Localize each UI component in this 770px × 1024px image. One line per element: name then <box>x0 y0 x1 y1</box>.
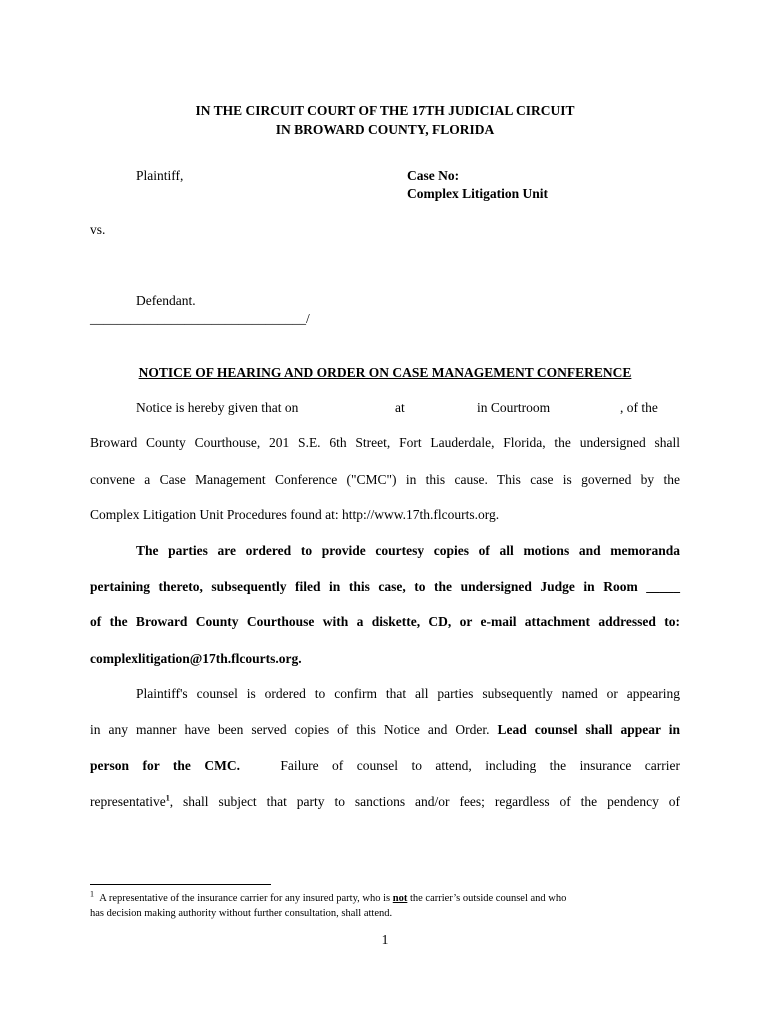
notice-of-the-text: , of the <box>620 400 658 415</box>
notice-paragraph1-line3: convene a Case Management Conference ("CMC") in this cause. This case is governed by the <box>90 472 680 487</box>
notice-at-text: at <box>395 400 405 415</box>
counsel-paragraph-line4 <box>90 794 680 810</box>
notice-title: NOTICE OF HEARING AND ORDER ON CASE MANAGEMENT CONFERENCE <box>138 365 632 380</box>
footnote-line1 <box>90 889 567 904</box>
courtesy-copies-email: complexlitigation@17th.flcourts.org. <box>90 651 302 666</box>
defendant-label: Defendant. <box>136 293 196 308</box>
caption-signature-line: ________________________________/ <box>90 311 310 326</box>
footnote-line2: has decision making authority without further consultation, shall attend. <box>90 908 393 919</box>
notice-paragraph1-line4: Complex Litigation Unit Procedures found at: http://www.17th.flcourts.org. <box>90 507 500 522</box>
footnote-reference: 1 <box>165 793 170 803</box>
notice-paragraph1-line2: Broward County Courthouse, 201 S.E. 6th Street, Fort Lauderdale, Florida, the undersigned shall <box>90 435 680 450</box>
court-heading-line1: IN THE CIRCUIT COURT OF THE 17TH JUDICIAL CIRCUIT <box>195 103 575 118</box>
sanctions-text: , shall subject that party to sanctions and/or fees; regardless of the pendency of <box>169 794 680 809</box>
litigation-unit-label: Complex Litigation Unit <box>407 186 549 201</box>
footnote-marker: 1 <box>90 889 94 899</box>
courtesy-copies-line3: of the Broward County Courthouse with a diskette, CD, or e-mail attachment addressed to: <box>90 614 680 629</box>
counsel-paragraph-line1: Plaintiff's counsel is ordered to confirm that all parties subsequently named or appearing <box>136 686 680 701</box>
courtesy-copies-line2: pertaining thereto, subsequently filed in this case, to the undersigned Judge in Room _____ <box>90 579 680 594</box>
notice-given-text: Notice is hereby given that on <box>136 400 299 415</box>
counsel-paragraph-line2-plain: in any manner have been served copies of this Notice and Order. <box>90 722 498 737</box>
court-heading-line2: IN BROWARD COUNTY, FLORIDA <box>275 122 495 137</box>
case-number-label: Case No: <box>407 168 460 183</box>
person-for-cmc-text: person for the CMC. <box>90 758 240 773</box>
page-number: 1 <box>381 932 389 947</box>
plaintiff-label: Plaintiff, <box>136 168 184 183</box>
counsel-paragraph-line2 <box>90 722 680 738</box>
failure-to-attend-text: Failure of counsel to attend, including the insurance carrier <box>280 758 681 773</box>
footnote-text-a: A representative of the insurance carrier for any insured party, who is <box>99 893 393 904</box>
versus-label: vs. <box>90 222 106 237</box>
footnote-text-b: the carrier’s outside counsel and who <box>407 893 567 904</box>
lead-counsel-text: Lead counsel shall appear in <box>497 722 680 737</box>
counsel-paragraph-line3 <box>90 758 680 774</box>
representative-text: representative <box>90 794 166 809</box>
notice-courtroom-text: in Courtroom <box>477 400 551 415</box>
footnote-divider <box>90 884 271 885</box>
courtesy-copies-line1: The parties are ordered to provide courtesy copies of all motions and memoranda <box>136 543 680 558</box>
footnote-not-text: not <box>392 893 408 904</box>
